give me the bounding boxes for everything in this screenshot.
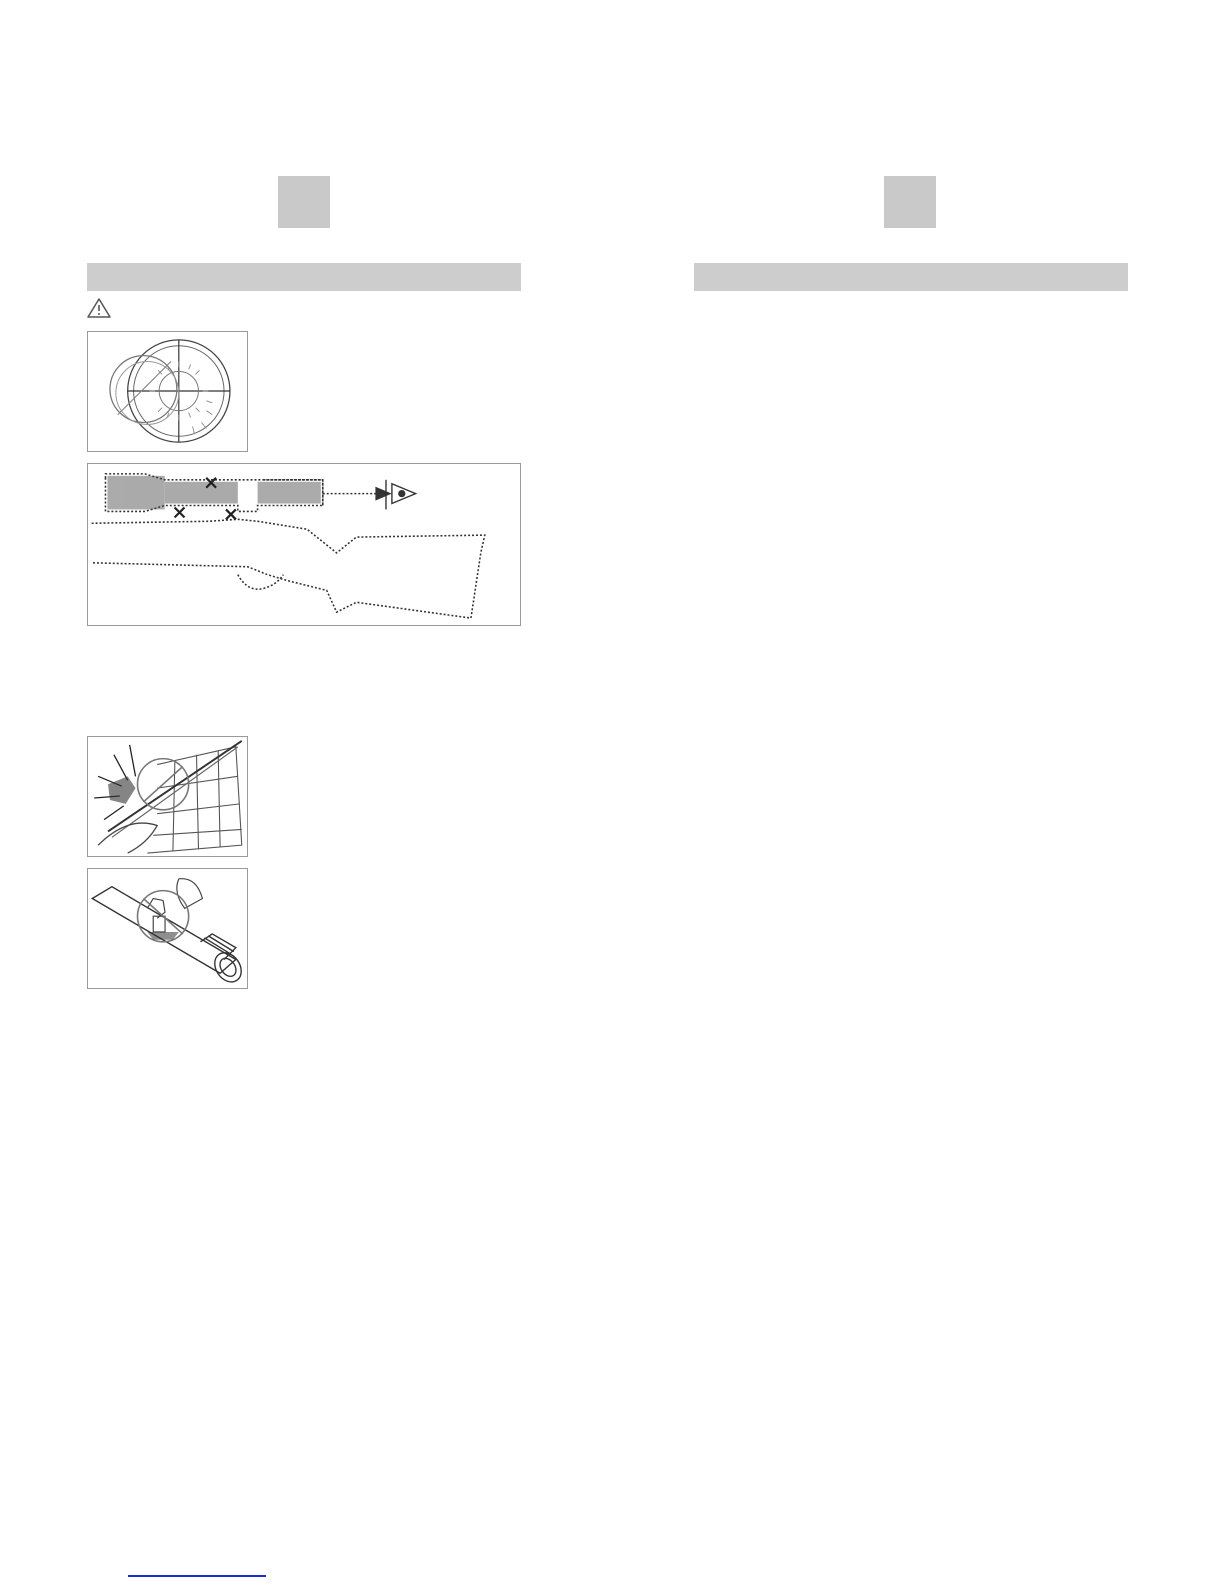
left-section-bar xyxy=(87,263,521,291)
footer-link-underline xyxy=(128,1575,266,1577)
warning-triangle-icon xyxy=(86,297,112,319)
reticle-illustration xyxy=(87,331,248,452)
right-language-box xyxy=(884,176,936,228)
left-language-box xyxy=(278,176,330,228)
sun-warning-illustration xyxy=(87,736,248,857)
right-section-bar xyxy=(694,263,1128,291)
scope-adjust-warning-illustration xyxy=(87,868,248,989)
rifle-scope-illustration xyxy=(87,463,521,626)
